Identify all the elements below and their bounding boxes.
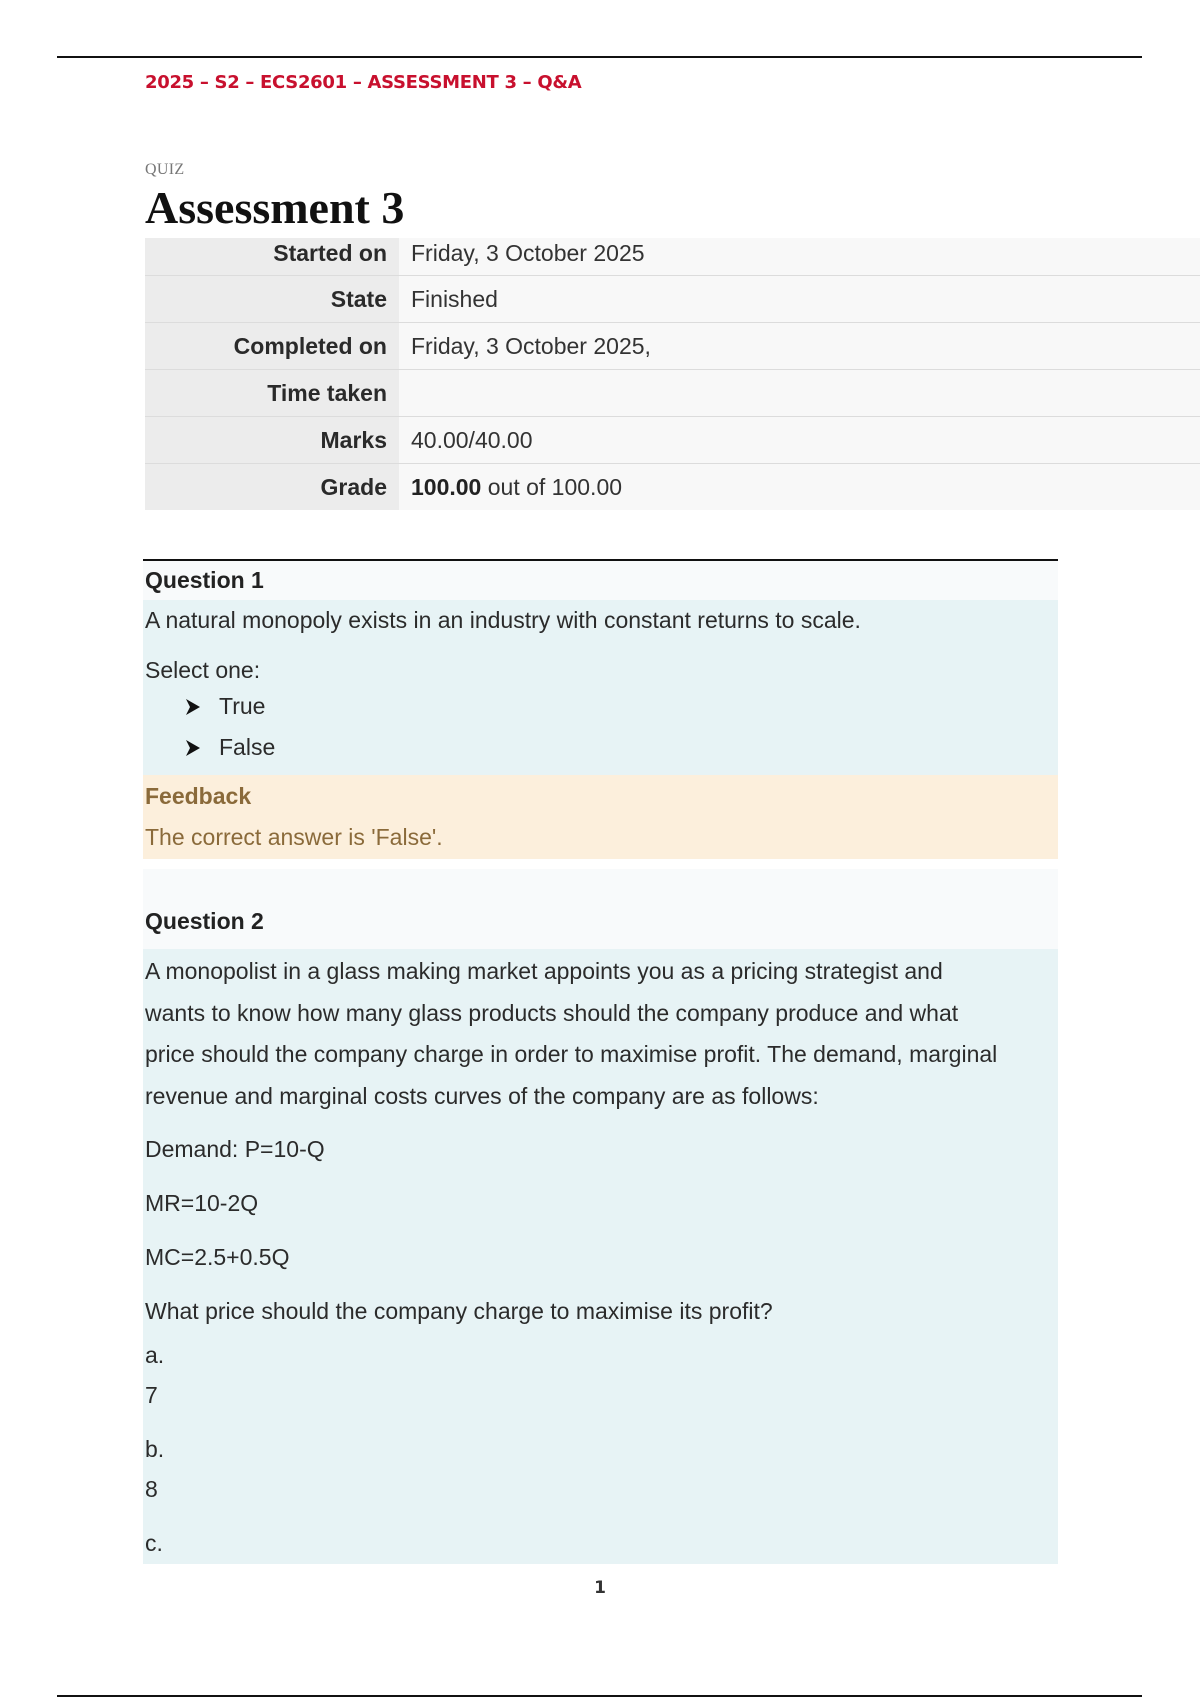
choice-b-value[interactable]: 8 (145, 1476, 158, 1502)
question-text-line: wants to know how many glass products should the company produce and what (145, 999, 959, 1026)
document-header: 2025 – S2 – ECS2601 – ASSESSMENT 3 – Q&A (145, 72, 582, 93)
bottom-divider (57, 1695, 1142, 1697)
question-2 (143, 869, 1058, 1564)
question-title: Question 1 (143, 561, 1058, 600)
select-one-label: Select one: (145, 657, 261, 683)
equation-mr: MR=10-2Q (145, 1190, 259, 1216)
summary-label: State (145, 276, 399, 323)
feedback-title: Feedback (145, 783, 252, 809)
choice-c-letter[interactable]: c. (145, 1530, 163, 1556)
question-1 (143, 559, 1058, 859)
summary-row-marks (145, 417, 1200, 464)
equation-demand: Demand: P=10-Q (145, 1136, 325, 1162)
question-text (145, 951, 1056, 1117)
equation-mc: MC=2.5+0.5Q (145, 1244, 290, 1270)
arrow-bullet-icon (183, 738, 203, 758)
summary-value: Friday, 3 October 2025, (399, 323, 1200, 370)
grade-out-of: out of 100.00 (481, 473, 623, 500)
question-title: Question 2 (143, 869, 1058, 949)
summary-row-started (145, 238, 1200, 276)
choice-b-letter[interactable]: b. (145, 1436, 165, 1462)
top-divider (57, 56, 1142, 58)
question-body (143, 600, 1058, 775)
question-text-line: A monopolist in a glass making market appoints you as a pricing strategist and (145, 958, 943, 984)
summary-value (399, 370, 1200, 417)
page-number: 1 (594, 1578, 606, 1598)
arrow-bullet-icon (183, 697, 203, 717)
summary-row-state (145, 276, 1200, 323)
summary-label: Marks (145, 417, 399, 464)
page-title: Assessment 3 (145, 182, 405, 233)
choice-a-value[interactable]: 7 (145, 1382, 158, 1408)
grade-score: 100.00 (411, 473, 482, 500)
option-label: False (219, 734, 276, 760)
summary-value: Finished (399, 276, 1200, 323)
quiz-summary-table (145, 238, 1200, 510)
question-prompt: What price should the company charge to maximise its profit? (145, 1298, 773, 1324)
summary-row-grade (145, 464, 1200, 511)
summary-label: Started on (145, 238, 399, 276)
summary-value: Friday, 3 October 2025 (399, 238, 1200, 276)
summary-label: Time taken (145, 370, 399, 417)
summary-row-time-taken (145, 370, 1200, 417)
question-text: A natural monopoly exists in an industry with constant returns to scale. (145, 607, 861, 633)
option-false[interactable] (183, 727, 1056, 768)
option-label: True (219, 693, 266, 719)
summary-value: 40.00/40.00 (399, 417, 1200, 464)
question-text-line: price should the company charge in order to maximise profit. The demand, marginal (145, 1041, 998, 1067)
question-body (143, 949, 1058, 1564)
question-text-line: revenue and marginal costs curves of the company are as follows: (145, 1082, 819, 1109)
summary-row-completed (145, 323, 1200, 370)
option-true[interactable] (183, 686, 1056, 727)
summary-label: Grade (145, 464, 399, 511)
feedback-panel (143, 775, 1058, 859)
summary-label: Completed on (145, 323, 399, 370)
choice-a-letter[interactable]: a. (145, 1342, 165, 1368)
quiz-label: QUIZ (145, 161, 185, 178)
feedback-text: The correct answer is 'False'. (145, 824, 443, 850)
summary-value (399, 464, 1200, 511)
